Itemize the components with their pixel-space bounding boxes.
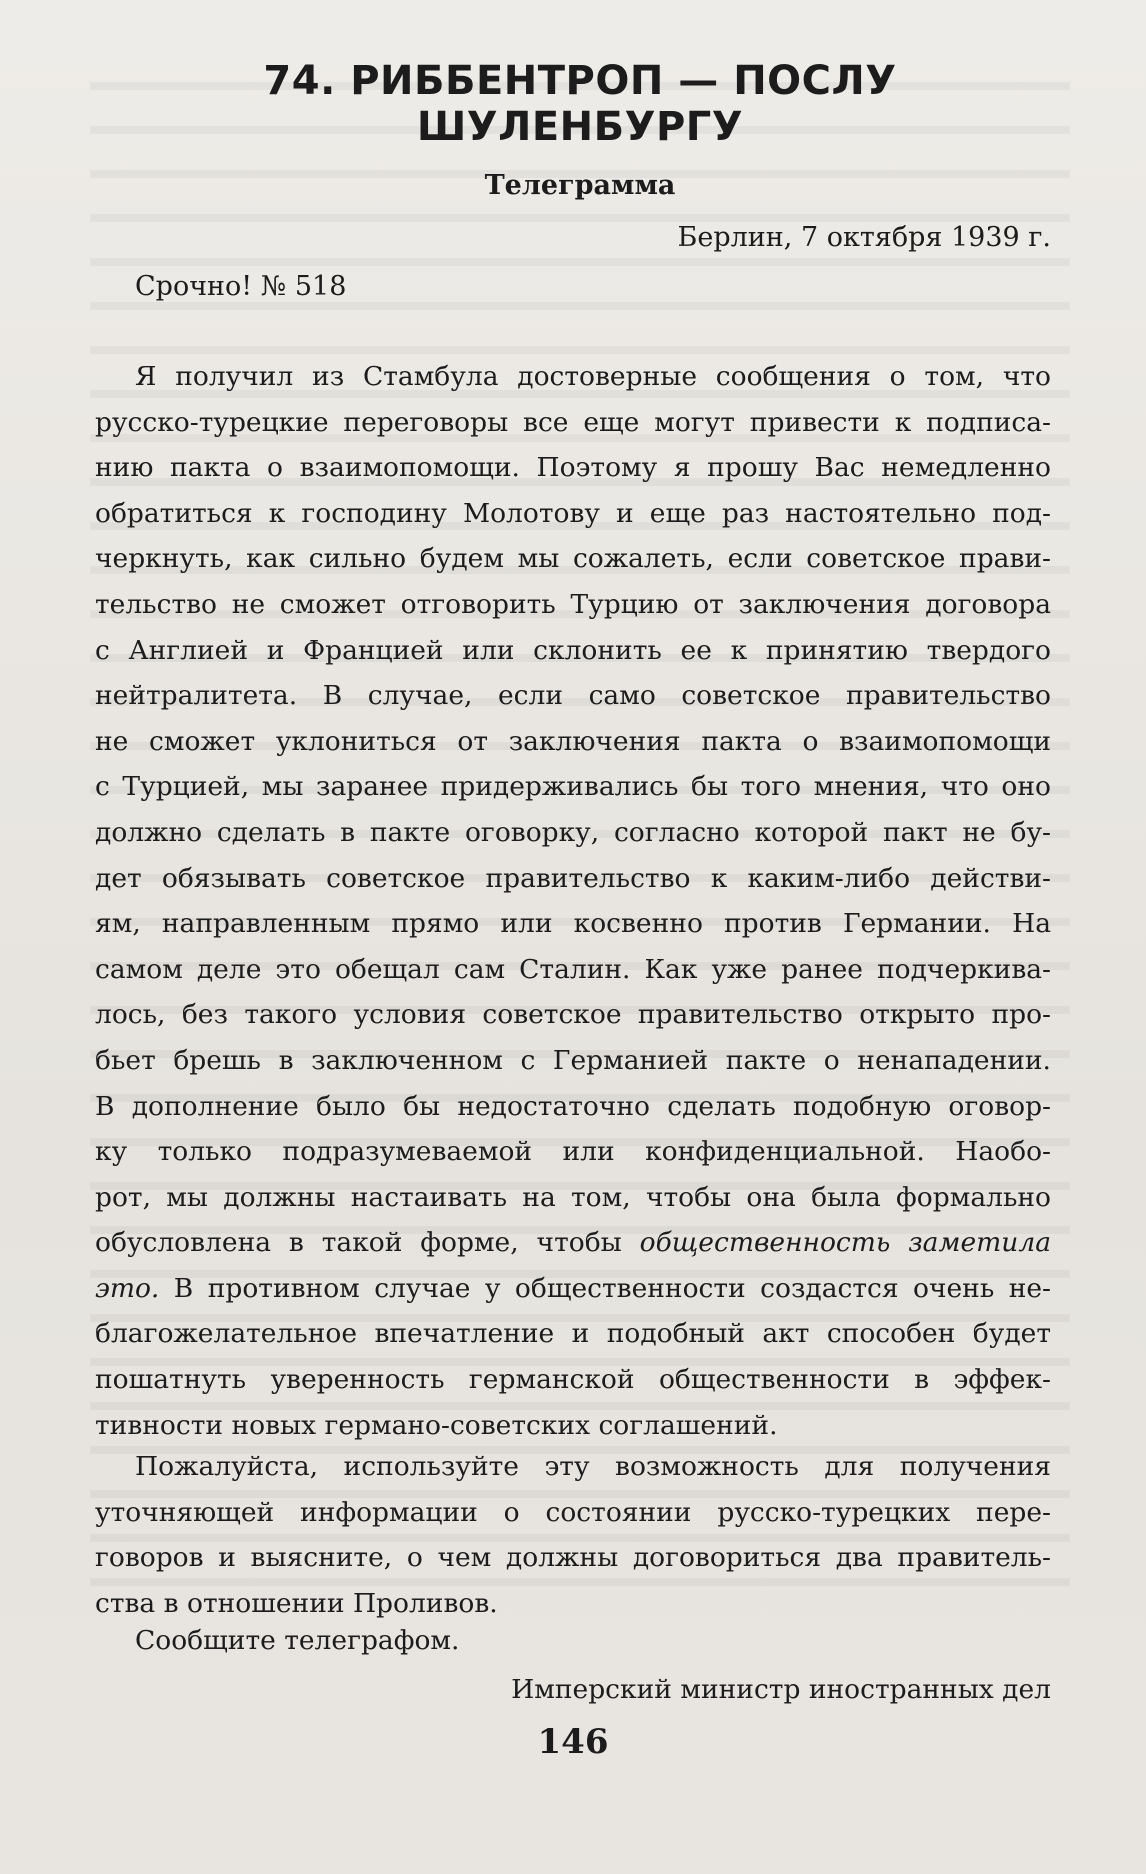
text-segment: В противном случае у общественности создастся очень не- (159, 1272, 1051, 1304)
document-subtitle: Телеграмма (484, 170, 676, 201)
text-line: должно сделать в пакте оговорку, согласно которой пакт не бу- (95, 816, 1051, 848)
text-line: ства в отношении Проливов. (95, 1587, 498, 1619)
text-line: с Англией и Францией или склонить ее к принятию твердого (95, 634, 1051, 666)
text-segment: обусловлена в такой форме, чтобы (95, 1227, 622, 1259)
italic-emphasis: это. (95, 1272, 160, 1304)
text-line: обратиться к господину Молотову и еще раз настоятельно под- (95, 497, 1051, 529)
text-line: не сможет уклониться от заключения пакта о взаимопомощи (95, 725, 1051, 757)
paragraph-2 (95, 1444, 1051, 1626)
urgent-number: Срочно! № 518 (135, 271, 347, 302)
text-line: пошатнуть уверенность германской общественности в эффек- (95, 1364, 1051, 1396)
text-line: ку только подразумеваемой или конфиденциальной. Наобо- (95, 1136, 1051, 1168)
signature-line: Имперский министр иностранных дел (511, 1674, 1051, 1705)
text-line: бьет брешь в заключенном с Германией пакте о ненападении. (95, 1044, 1051, 1076)
text-line: лось, без такого условия советское правительство открыто про- (95, 999, 1051, 1031)
text-line: Пожалуйста, используйте эту возможность для получения (135, 1451, 1051, 1482)
document-title-line-2: ШУЛЕНБУРГУ (416, 104, 744, 150)
page-number: 146 (537, 1722, 609, 1762)
text-line: Я получил из Стамбула достоверные сообщения о том, что (135, 361, 1051, 392)
text-line: с Турцией, мы заранее придерживались бы того мнения, что оно (95, 771, 1051, 803)
text-line-with-italic (95, 1220, 1051, 1266)
text-line: черкнуть, как сильно будем мы сожалеть, если советское прави- (95, 543, 1051, 575)
text-line: тельство не сможет отговорить Турцию от заключения договора (95, 588, 1051, 620)
italic-emphasis: общественность заметила (639, 1227, 1051, 1259)
text-line: нию пакта о взаимопомощи. Поэтому я прошу Вас немедленно (95, 452, 1051, 484)
text-line: самом деле это обещал сам Сталин. Как уже ранее подчеркива- (95, 953, 1051, 985)
paragraph-1 (95, 354, 1051, 1448)
text-line-with-italic (95, 1266, 1051, 1312)
document-title-line-1: 74. РИББЕНТРОП — ПОСЛУ (263, 58, 897, 104)
dateline: Берлин, 7 октября 1939 г. (677, 222, 1051, 253)
text-line: уточняющей информации о состоянии русско-турецких пере- (95, 1496, 1051, 1528)
text-line: благожелательное впечатление и подобный акт способен будет (95, 1318, 1051, 1350)
text-line: рот, мы должны настаивать на том, чтобы она была формально (95, 1181, 1051, 1213)
text-line: говоров и выясните, о чем должны договориться два правитель- (95, 1542, 1051, 1574)
text-line: нейтралитета. В случае, если само советское правительство (95, 680, 1051, 712)
text-line: ям, направленным прямо или косвенно против Германии. На (95, 908, 1051, 940)
text-line: В дополнение было бы недостаточно сделать подобную оговор- (95, 1090, 1051, 1122)
text-line: русско-турецкие переговоры все еще могут привести к подписа- (95, 406, 1051, 438)
text-line: тивности новых германо-советских соглашений. (95, 1409, 778, 1441)
text-line: дет обязывать советское правительство к каким-либо действи- (95, 862, 1051, 894)
reply-instruction: Сообщите телеграфом. (135, 1625, 460, 1656)
